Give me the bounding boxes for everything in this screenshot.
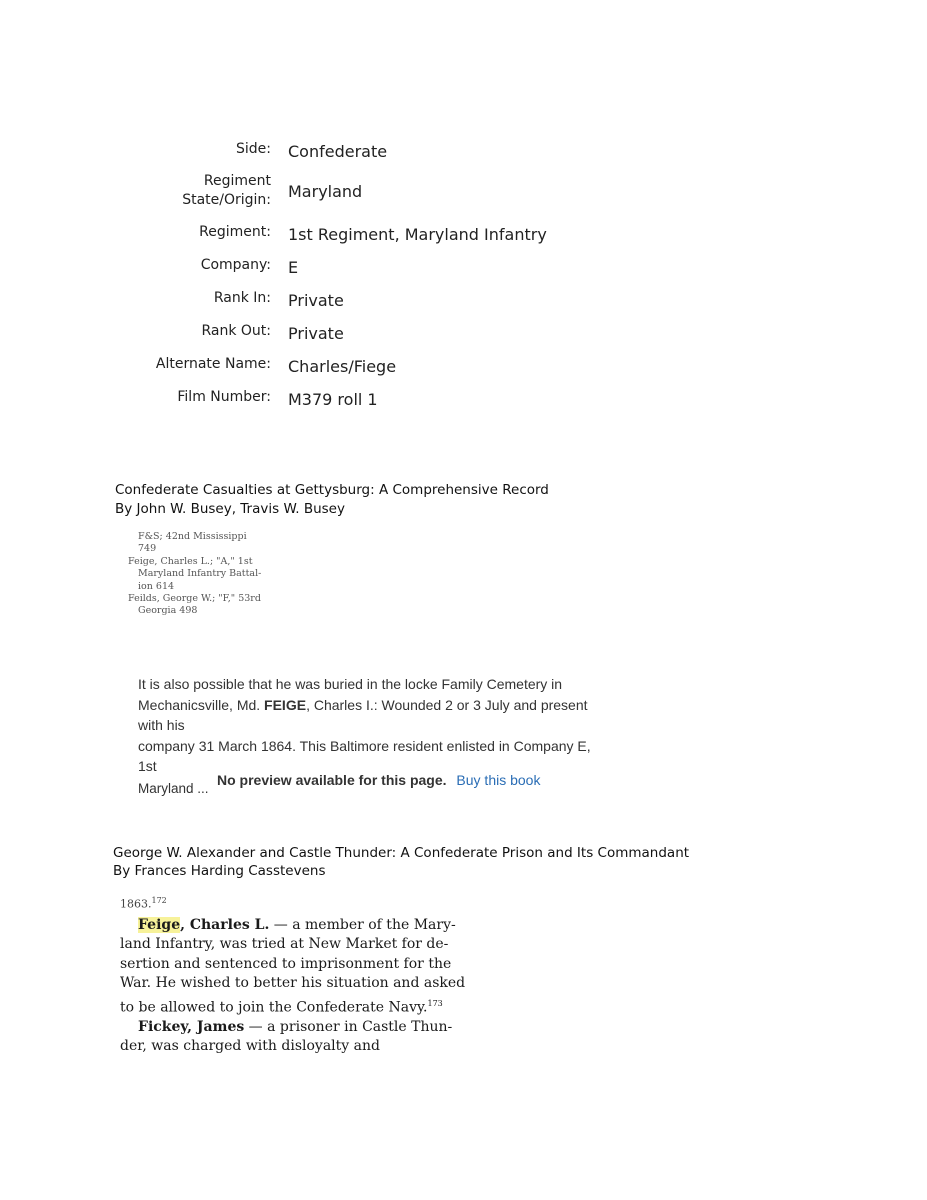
field-value: E: [288, 258, 299, 277]
scan-line: Feilds, George W.; "F," 53rd: [128, 593, 261, 605]
scan-line: Georgia 498: [138, 605, 198, 617]
source1-scan-excerpt: [128, 531, 278, 622]
source2-title: George W. Alexander and Castle Thunder: A Confederate Prison and Its Commandant: [113, 845, 690, 861]
scan-text: — a prisoner in Castle Thun-: [244, 1018, 453, 1035]
scan-line: Feige, Charles L.; "A," 1st: [128, 555, 253, 567]
scan-line: land Infantry, was tried at New Market for de-: [120, 936, 449, 953]
no-preview-notice: [217, 772, 540, 788]
footnote-ref: 172: [151, 896, 167, 905]
field-value: Charles/Fiege: [288, 357, 397, 376]
snippet-line: with his: [138, 717, 185, 733]
scan-line: Maryland Infantry Battal-: [138, 568, 262, 580]
field-label: Film Number:: [177, 389, 271, 405]
footnote-ref: 173: [427, 998, 443, 1008]
source1-authors: By John W. Busey, Travis W. Busey: [115, 501, 345, 517]
highlighted-name: Feige: [138, 916, 181, 933]
field-rank-in: [0, 289, 927, 319]
source2-authors: By Frances Harding Casstevens: [113, 863, 326, 879]
field-label: [182, 172, 271, 210]
snippet-line: [138, 695, 628, 716]
scan-line: [120, 994, 450, 1018]
field-regiment: [0, 223, 927, 253]
field-label: Regiment:: [199, 224, 271, 240]
source2-scan-excerpt: [120, 892, 466, 1055]
field-rank-out: [0, 322, 927, 352]
scan-text: — a member of the Mary-: [269, 916, 456, 933]
field-value: Confederate: [288, 142, 388, 161]
field-value: M379 roll 1: [288, 390, 378, 409]
scan-line: War. He wished to better his situation and asked: [120, 975, 466, 992]
field-side: [0, 140, 927, 170]
source1-title: Confederate Casualties at Gettysburg: A Comprehensive Record: [115, 482, 549, 498]
snippet-highlight: FEIGE: [264, 696, 307, 713]
scan-line: [120, 894, 450, 912]
field-film-number: [0, 388, 927, 418]
field-label-line2: State/Origin:: [182, 192, 271, 208]
field-label: Side:: [236, 141, 271, 157]
scan-line: der, was charged with disloyalty and: [120, 1038, 380, 1055]
field-regiment-state: [0, 172, 927, 216]
field-label: Rank Out:: [201, 323, 271, 339]
field-value: 1st Regiment, Maryland Infantry: [288, 225, 547, 244]
snippet-line: company 31 March 1864. This Baltimore resident enlisted in Company E,: [138, 737, 591, 754]
entry-name: Fickey, James: [138, 1018, 245, 1035]
field-value: Private: [288, 324, 344, 343]
snippet-text: , Charles I.: Wounded 2 or 3 July and present: [306, 696, 588, 713]
field-value: Private: [288, 291, 344, 310]
field-value: Maryland: [288, 182, 363, 201]
field-label-line1: Regiment: [203, 173, 271, 189]
scan-text: to be allowed to join the Confederate Navy.: [120, 999, 428, 1016]
scan-line: ion 614: [138, 580, 175, 592]
scan-line: [120, 916, 456, 936]
field-company: [0, 256, 927, 286]
field-alternate-name: [0, 355, 927, 385]
snippet-line: Maryland ...: [138, 780, 209, 796]
field-label: Company:: [200, 257, 271, 273]
snippet-line: It is also possible that he was buried in the locke Family Cemetery in: [138, 676, 563, 692]
scan-text: , Charles L.: [180, 916, 270, 933]
field-label: Alternate Name:: [155, 356, 271, 372]
scan-line: [120, 1018, 453, 1038]
buy-book-link[interactable]: Buy this book: [456, 772, 541, 788]
scan-line: 749: [138, 543, 157, 555]
scan-line: sertion and sentenced to imprisonment for the: [120, 955, 452, 972]
no-preview-text: No preview available for this page.: [217, 772, 447, 788]
snippet-line: 1st: [138, 758, 157, 774]
scan-text: 1863.: [120, 897, 152, 911]
field-label: Rank In:: [213, 290, 271, 306]
snippet-text: Mechanicsville, Md.: [138, 696, 265, 713]
scan-line: F&S; 42nd Mississippi: [138, 531, 247, 542]
